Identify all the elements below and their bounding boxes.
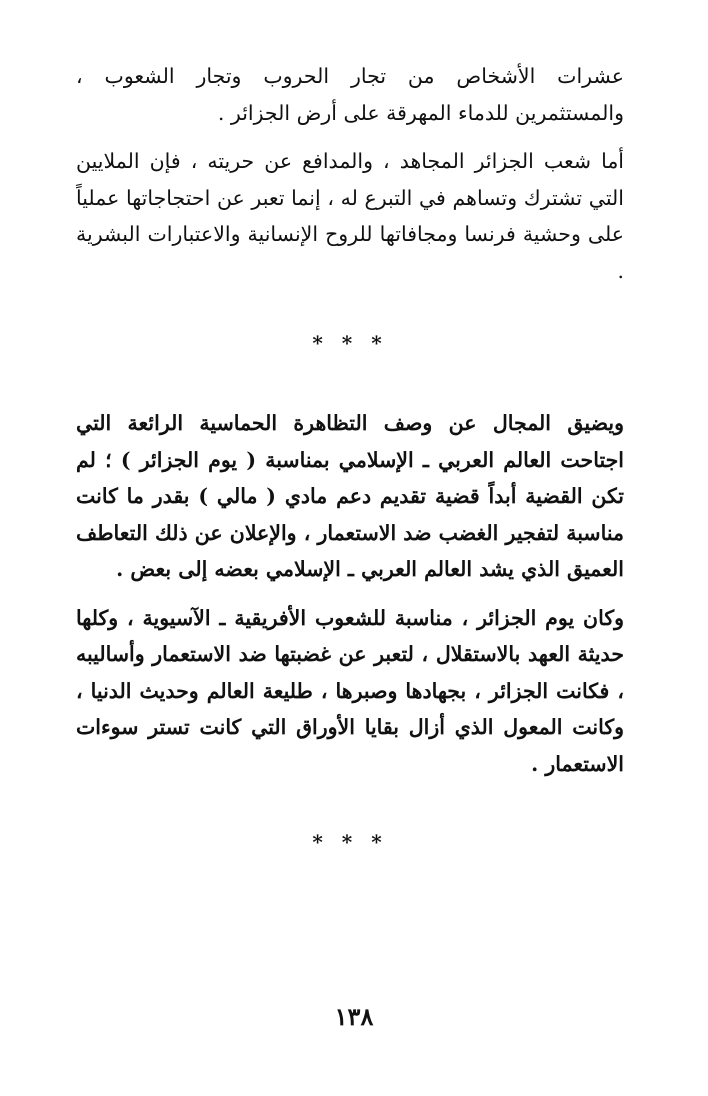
paragraph-spacer <box>76 588 624 600</box>
paragraph-1: عشرات الأشخاص من تجار الحروب وتجار الشعوب ، والمستثمرين للدماء المهرقة على أرض الجزائر . <box>76 64 624 125</box>
section-separator-1: * * * <box>312 331 388 355</box>
page-number: ١٣٨ <box>334 1002 374 1031</box>
paragraph-3: ويضيق المجال عن وصف التظاهرة الحماسية الرائعة التي اجتاحت العالم العربي ـ الإسلامي بمناسبة ( يوم الجزائر ) ؛ لم تكن القضية أبداً قضية تقديم دعم مادي ( مالي ) بقدر ما كانت مناسبة لتفجير الغضب ضد الاستعمار ، والإعلان عن ذلك التعاطف العميق الذي يشد العالم العربي ـ الإسلامي بعضه إلى بعض . <box>76 411 624 581</box>
page-body <box>76 58 624 854</box>
paragraph-4: وكان يوم الجزائر ، مناسبة للشعوب الأفريقية ـ الآسيوية ، وكلها حديثة العهد بالاستقلال ، لتعبر عن غضبتها ضد الاستعمار وأساليبه ، فكانت الجزائر ، بجهادها وصبرها ، طليعة العالم وحديث الدنيا ، وكانت المعول الذي أزال بقايا الأوراق التي كانت تستر سوءات الاستعمار . <box>76 605 624 776</box>
paragraph-spacer <box>76 131 624 143</box>
section-separator-2: * * * <box>312 830 388 854</box>
paragraph-2: أما شعب الجزائر المجاهد ، والمدافع عن حريته ، فإن الملايين التي تشترك وتساهم في التبرع له ، إنما تعبر عن احتجاجاتها عملياً على وحشية فرنسا ومجافاتها للروح الإنسانية والاعتبارات البشرية . <box>76 149 624 283</box>
